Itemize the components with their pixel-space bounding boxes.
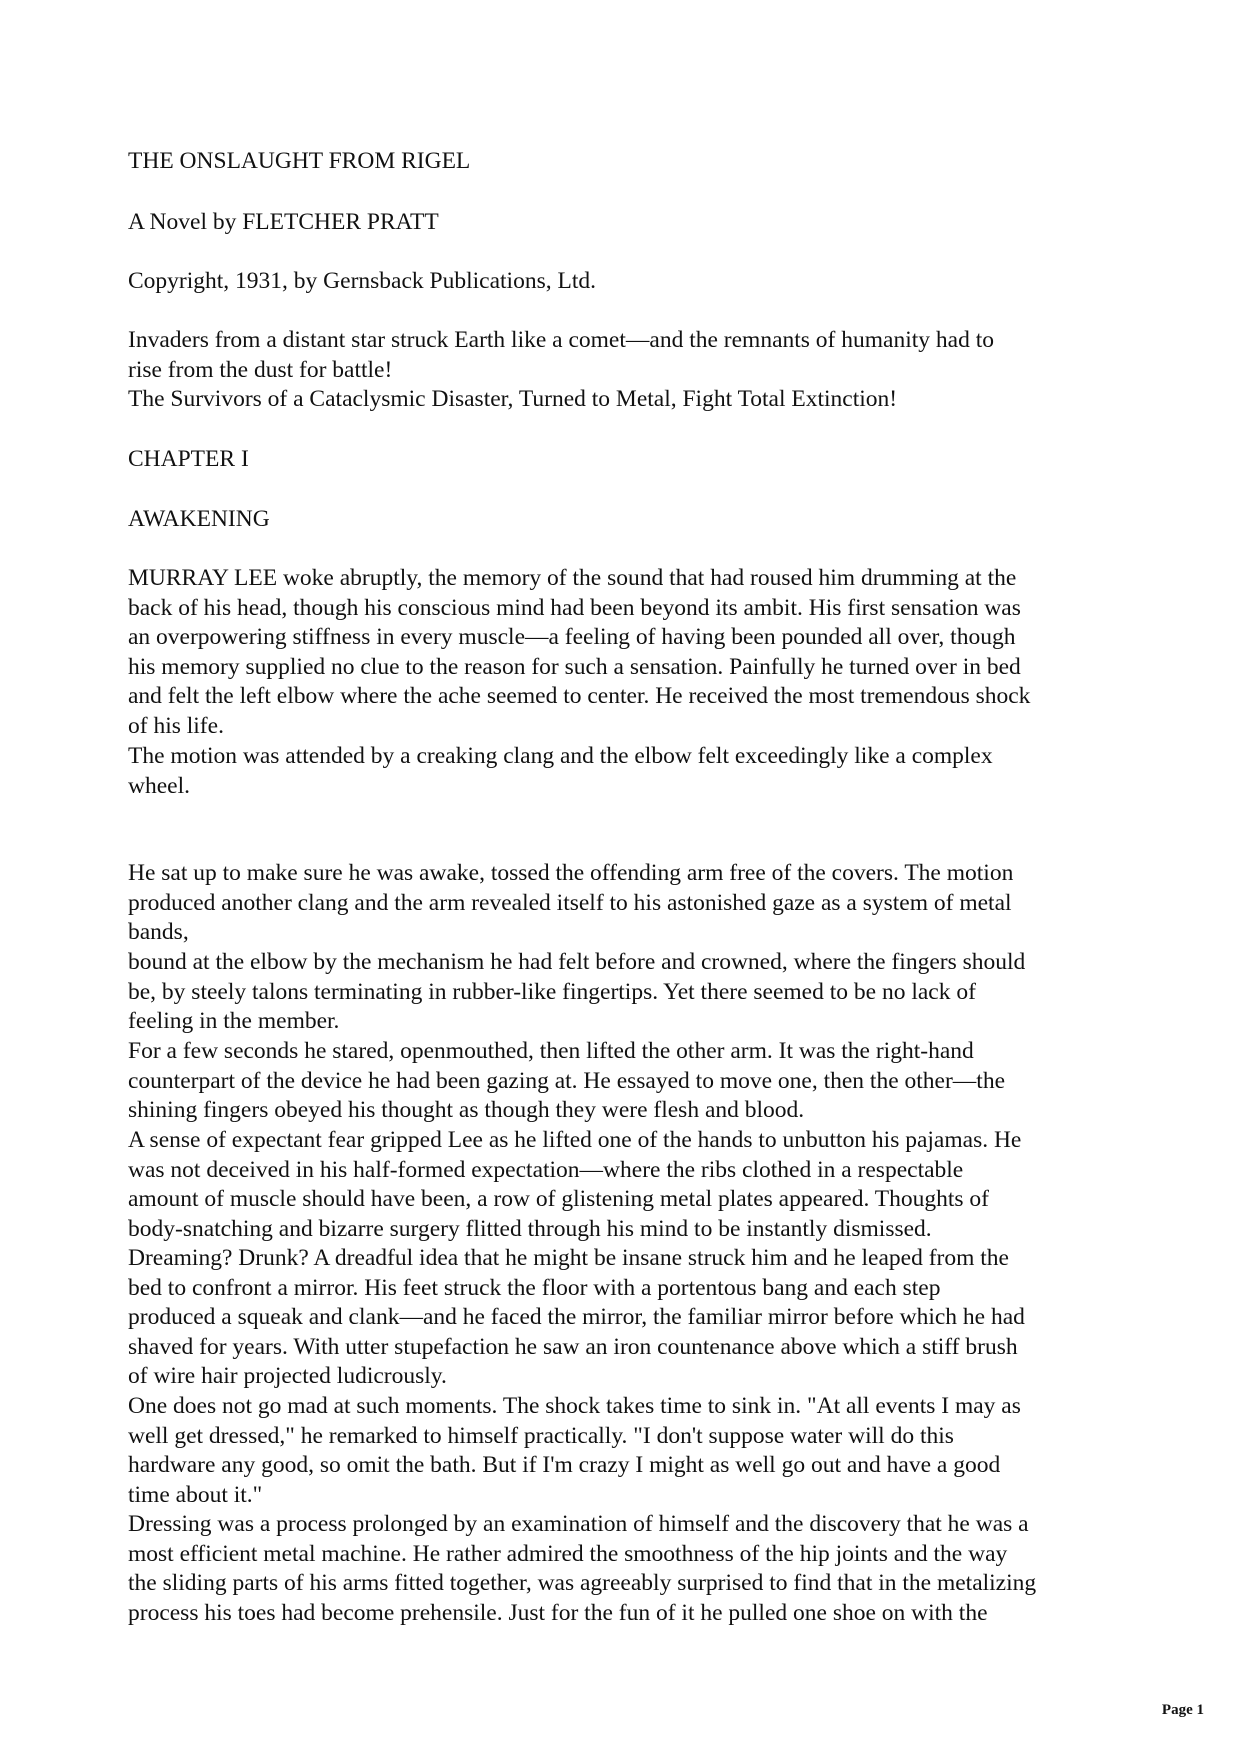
paragraph: Dreaming? Drunk? A dreadful idea that he might be insane struck him and he leaped from the bed to confront a mirror. His feet struck the floor with a portentous bang and each step produced a squeak and clank—and he faced the mirror, the familiar mirror before which he had shaved for years. With utter stupefaction he saw an iron countenance above which a stiff brush of wire hair projected ludicrously. <box>128 1245 1025 1390</box>
paragraph: One does not go mad at such moments. The shock takes time to sink in. "At all events I may as well get dressed," he remarked to himself practically. "I don't suppose water will do this hardware any good, so omit the bath. But if I'm crazy I might as well go out and have a good time about it." <box>128 1393 1021 1508</box>
copyright-line: Copyright, 1931, by Gernsback Publications, Ltd. <box>128 268 596 294</box>
book-title: THE ONSLAUGHT FROM RIGEL <box>128 148 471 174</box>
paragraph: MURRAY LEE woke abruptly, the memory of the sound that had roused him drumming at the back of his head, though his conscious mind had been beyond its ambit. His first sensation was an overpowering stiffness in every muscle—a feeling of having been pounded all over, though his memory supplied no clue to the reason for such a sensation. Painfully he turned over in bed and felt the left elbow where the ache seemed to center. He received the most tremendous shock of his life. <box>128 565 1031 739</box>
paragraph: Dressing was a process prolonged by an examination of himself and the discovery that he was a most efficient metal machine. He rather admired the smoothness of the hip joints and the way the sliding parts of his arms fitted together, was agreeably surprised to find that in the metalizing process his toes had become prehensile. Just for the fun of it he pulled one shoe on with the <box>128 1511 1037 1626</box>
blurb-line: The Survivors of a Cataclysmic Disaster, Turned to Metal, Fight Total Extinction! <box>128 386 898 412</box>
chapter-title: AWAKENING <box>128 506 270 532</box>
page-number: Page 1 <box>1161 1702 1204 1718</box>
blurb-line: Invaders from a distant star struck Earth like a comet—and the remnants of humanity had to rise from the dust for battle! <box>128 327 994 383</box>
paragraph: A sense of expectant fear gripped Lee as he lifted one of the hands to unbutton his pajamas. He was not deceived in his half-formed expectation—where the ribs clothed in a respectable amount of muscle should have been, a row of glistening metal plates appeared. Thoughts of body-snatching and bizarre surgery flitted through his mind to be instantly dismissed. <box>128 1127 1022 1242</box>
paragraph: He sat up to make sure he was awake, tossed the offending arm free of the covers. The motion produced another clang and the arm revealed itself to his astonished gaze as a system of metal bands, <box>128 860 1014 946</box>
paragraph: The motion was attended by a creaking clang and the elbow felt exceedingly like a complex wheel. <box>128 743 993 799</box>
paragraph: bound at the elbow by the mechanism he had felt before and crowned, where the fingers should be, by steely talons terminating in rubber-like fingertips. Yet there seemed to be no lack of feeling in the member. <box>128 949 1026 1035</box>
chapter-number: CHAPTER I <box>128 446 249 472</box>
byline: A Novel by FLETCHER PRATT <box>128 209 439 235</box>
paragraph: For a few seconds he stared, openmouthed, then lifted the other arm. It was the right-hand counterpart of the device he had been gazing at. He essayed to move one, then the other—the shining fingers obeyed his thought as though they were flesh and blood. <box>128 1038 1005 1124</box>
